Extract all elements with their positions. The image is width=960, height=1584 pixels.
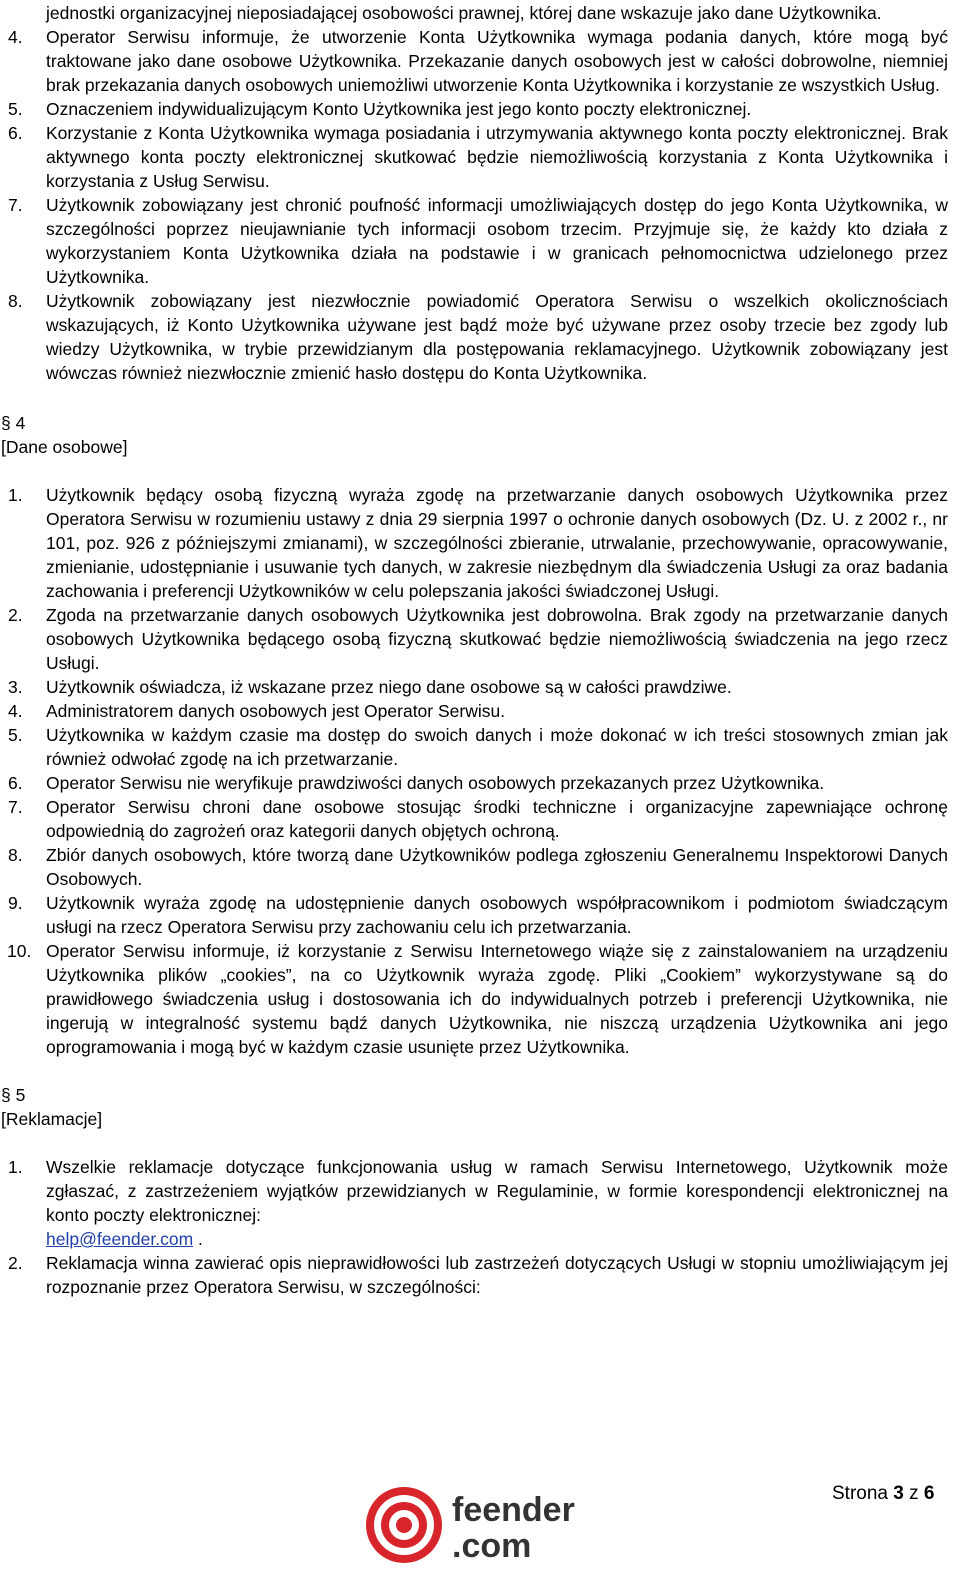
list-item: [0, 1, 960, 25]
item-text: Reklamacja winna zawierać opis nieprawidłowości lub zastrzeżeń dotyczących Usługi w stopniu umożliwiającym jej rozpoznanie przez Operatora Serwisu, w szczególności:: [46, 1253, 948, 1297]
list-item: [0, 97, 960, 121]
support-email-link[interactable]: help@feender.com: [46, 1229, 194, 1249]
item-number: 2.: [8, 605, 23, 625]
item-number: 6.: [8, 123, 23, 143]
logo-wordmark: feender: [452, 1491, 575, 1529]
item-number: 2.: [8, 1253, 23, 1273]
feender-logo: [362, 1483, 592, 1567]
item-text: Operator Serwisu informuje, że utworzenie Konta Użytkownika wymaga podania danych, które mogą być traktowane jako dane osobowe Użytkownika. Przekazanie danych osobowych jest w całości dobrowolne, niemniej brak przekazania danych osobowych uniemożliwi utworzenie Konta Użytkownika i korzystanie ze wszystkich Usług.: [46, 27, 948, 95]
section-heading: [0, 411, 960, 459]
item-number: 5.: [8, 99, 23, 119]
list-item: [0, 121, 960, 193]
list-item: [0, 25, 960, 97]
item-number: 1.: [8, 485, 23, 505]
list-item: [0, 289, 960, 385]
list-item: [0, 603, 960, 675]
item-number: 1.: [8, 1157, 23, 1177]
section-title: [Reklamacje]: [1, 1109, 103, 1129]
logo-domain: .com: [452, 1527, 532, 1565]
item-text: Administratorem danych osobowych jest Operator Serwisu.: [46, 701, 506, 721]
list-item: [0, 843, 960, 891]
item-text: Operator Serwisu nie weryfikuje prawdziwości danych osobowych przekazanych przez Użytkownika.: [46, 773, 825, 793]
list-item: [0, 795, 960, 843]
item-text: jednostki organizacyjnej nieposiadającej osobowości prawnej, której dane wskazuje jako dane Użytkownika.: [46, 3, 882, 23]
item-text: Użytkownik wyraża zgodę na udostępnienie danych osobowych współpracownikom i podmiotom świadczącym usługi na rzecz Operatora Serwisu przy zachowaniu celu ich przetwarzania.: [46, 893, 948, 937]
item-number: 8.: [8, 291, 23, 311]
item-text: Wszelkie reklamacje dotyczące funkcjonowania usług w ramach Serwisu Internetowego, Użytkownik może zgłaszać, z zastrzeżeniem wyjątków przewidzianych w Regulaminie, w formie korespondencji elektronicznej na konto poczty elektronicznej:: [46, 1157, 948, 1225]
list-item: [0, 771, 960, 795]
item-text: Użytkownik zobowiązany jest chronić poufność informacji umożliwiających dostęp do jego Konta Użytkownika, w szczególności poprzez nieujawnianie tych informacji osobom trzecim. Przyjmuje się, że każdy kto działa z wykorzystaniem Konta Użytkownika działa na podstawie i w granicach pełnomocnictwa udzielonego przez Użytkownika.: [46, 195, 948, 287]
item-text: Operator Serwisu informuje, iż korzystanie z Serwisu Internetowego wiąże się z zainstalowaniem na urządzeniu Użytkownika plików „cookies”, na co Użytkownik wyraża zgodę. Pliki „Cookiem” wykorzystywane są do prawidłowego świadczenia usług i dostosowania ich do indywidualnych potrzeb i preferencji Użytkownika, nie ingerują w integralność systemu bądź danych Użytkownika, nie niszczą urządzenia Użytkownika ani jego oprogramowania i mogą być w każdym czasie usunięte przez Użytkownika.: [46, 941, 948, 1057]
logo-mark-icon: [366, 1487, 442, 1563]
list-item: [0, 699, 960, 723]
item-text: Operator Serwisu chroni dane osobowe stosując środki techniczne i organizacyjne zapewniające ochronę odpowiednią do zagrożeń oraz kategorii danych objętych ochroną.: [46, 797, 948, 841]
item-number: 5.: [8, 725, 23, 745]
item-number: 10.: [7, 941, 32, 961]
item-text: Zgoda na przetwarzanie danych osobowych Użytkownika jest dobrowolna. Brak zgody na przetwarzanie danych osobowych Użytkownika będącego osobą fizyczną skutkować będzie niemożliwością świadczenia na jego rzecz Usługi.: [46, 605, 948, 673]
list-item: [0, 1251, 960, 1299]
item-number: 7.: [8, 195, 23, 215]
list-item: [0, 891, 960, 939]
list-item: [0, 723, 960, 771]
list-item: [0, 1155, 960, 1251]
item-text: Użytkownik będący osobą fizyczną wyraża zgodę na przetwarzanie danych osobowych Użytkownika przez Operatora Serwisu w rozumieniu ustawy z dnia 29 sierpnia 1997 o ochronie danych osobowych (Dz. U. z 2002 r., nr 101, poz. 926 z późniejszymi zmianami), w szczególności zbieranie, utrwalanie, przechowywanie, opracowywanie, zmienianie, udostępnianie i usuwanie tych danych, w zakresie niezbędnym dla świadczenia Usługi za oraz badania zachowania i preferencji Użytkowników w celu polepszania jakości świadczonej Usługi.: [46, 485, 948, 601]
item-text-after: .: [193, 1229, 203, 1249]
item-number: 8.: [8, 845, 23, 865]
item-text: Użytkownika w każdym czasie ma dostęp do swoich danych i może dokonać w ich treści stosownych zmian jak również odwołać zgodę na ich przetwarzanie.: [46, 725, 948, 769]
item-text: Zbiór danych osobowych, które tworzą dane Użytkowników podlega zgłoszeniu Generalnemu Inspektorowi Danych Osobowych.: [46, 845, 948, 889]
item-number: 6.: [8, 773, 23, 793]
page-number: Strona 3 z 6: [832, 1483, 935, 1504]
list-item: [0, 483, 960, 603]
section-number: § 5: [1, 1085, 26, 1105]
item-text: Korzystanie z Konta Użytkownika wymaga posiadania i utrzymywania aktywnego konta poczty elektronicznej. Brak aktywnego konta poczty elektronicznej skutkować będzie niemożliwością korzystania z Konta Użytkownika i korzystania z Usług Serwisu.: [46, 123, 948, 191]
item-text: Użytkownik oświadcza, iż wskazane przez niego dane osobowe są w całości prawdziwe.: [46, 677, 732, 697]
list-item: [0, 939, 960, 1059]
item-number: 4.: [8, 701, 23, 721]
section-title: [Dane osobowe]: [1, 437, 128, 457]
item-number: 4.: [8, 27, 23, 47]
item-number: 7.: [8, 797, 23, 817]
item-number: 9.: [8, 893, 23, 913]
section-number: § 4: [1, 413, 26, 433]
item-text: Oznaczeniem indywidualizującym Konto Użytkownika jest jego konto poczty elektronicznej.: [46, 99, 752, 119]
item-text: Użytkownik zobowiązany jest niezwłocznie powiadomić Operatora Serwisu o wszelkich okolicznościach wskazujących, iż Konto Użytkownika używane jest bądź może być używane przez osoby trzecie bez zgody lub wiedzy Użytkownika, w trybie przewidzianym dla postępowania reklamacyjnego. Użytkownik zobowiązany jest wówczas również niezwłocznie zmienić hasło dostępu do Konta Użytkownika.: [46, 291, 948, 383]
section-heading: [0, 1083, 960, 1131]
list-item: [0, 193, 960, 289]
item-number: 3.: [8, 677, 23, 697]
list-item: [0, 675, 960, 699]
